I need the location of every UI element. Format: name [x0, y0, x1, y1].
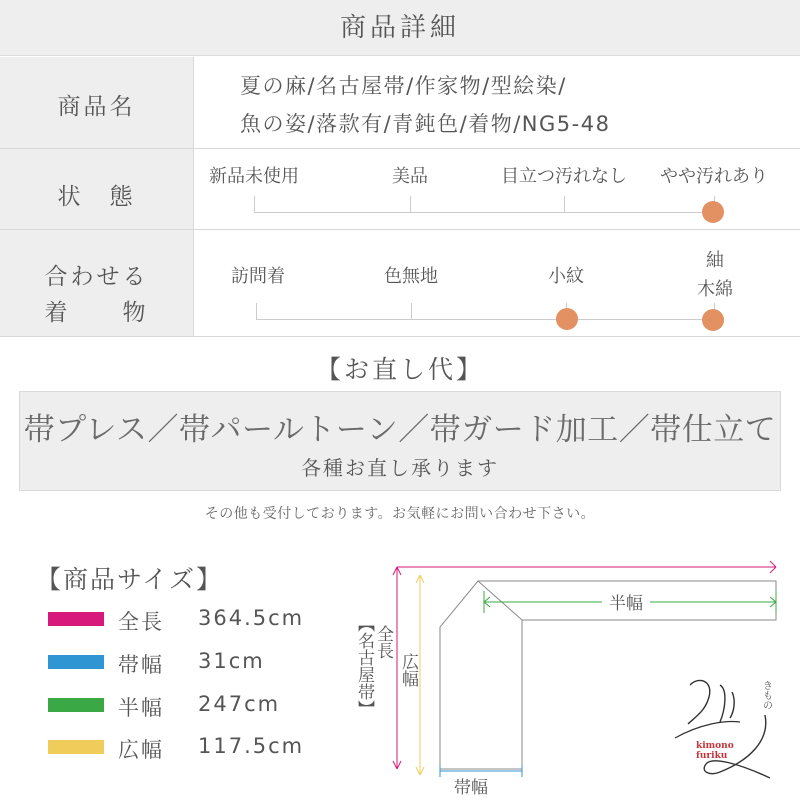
- pairing-label-line2: 着 物: [44, 300, 149, 326]
- half-width-label: 半幅: [609, 594, 643, 614]
- size-value-half-width: 247cm: [198, 692, 281, 716]
- full-length-swatch: [48, 612, 104, 626]
- repair-section-title: 【お直し代】: [315, 355, 484, 384]
- logo-text-line2: furiku: [696, 751, 728, 761]
- repair-note: その他も受付しております。お気軽にお問い合わせ下さい。: [204, 506, 596, 522]
- size-name-obi-width: 帯幅: [118, 653, 164, 677]
- logo-script-stroke: [688, 680, 710, 724]
- product-name-line2: 魚の姿/落款有/青鈍色/着物/NG5-48: [240, 112, 611, 136]
- product-name-label: 商品名: [57, 94, 136, 120]
- condition-option-new: 新品未使用: [209, 166, 299, 187]
- repair-services: 帯プレス／帯パールトーン／帯ガード加工／帯仕立て: [23, 412, 777, 448]
- condition-scale-track: [254, 212, 714, 213]
- page-title: 商品詳細: [339, 13, 460, 43]
- product-name-line1: 夏の麻/名古屋帯/作家物/型絵染/: [240, 74, 567, 98]
- size-value-wide-width: 117.5cm: [198, 734, 305, 758]
- size-value-full-length: 364.5cm: [198, 606, 305, 630]
- scale-tick: [254, 196, 255, 212]
- pairing-option-momen: 木綿: [697, 279, 733, 300]
- pairing-option-komon: 小紋: [548, 266, 584, 287]
- obi-width-label: 帯幅: [454, 778, 488, 798]
- pairing-selected-marker-komon: [556, 308, 578, 330]
- row-divider: [0, 229, 800, 230]
- scale-tick: [410, 196, 411, 212]
- pairing-selected-marker-tsumugi: [702, 309, 724, 331]
- obi-width-swatch: [48, 655, 104, 669]
- row-divider: [0, 336, 800, 337]
- full-length-label: 全長: [373, 625, 393, 659]
- wide-width-label: 広幅: [398, 653, 418, 687]
- wide-width-swatch: [48, 740, 104, 754]
- kimono-furiku-logo: [670, 660, 790, 785]
- obi-type-label: 【名古屋帯】: [354, 615, 374, 717]
- repair-subtext: 各種お直し承ります: [301, 456, 499, 480]
- pairing-label-line1: 合わせる: [44, 264, 149, 290]
- scale-tick: [564, 196, 565, 212]
- pairing-option-tsumugi: 紬: [706, 250, 724, 271]
- table-divider: [193, 57, 194, 336]
- condition-label: 状 態: [57, 184, 136, 210]
- scale-tick: [411, 303, 412, 319]
- logo-kana: きもの: [760, 680, 772, 710]
- size-name-full-length: 全長: [118, 610, 164, 634]
- condition-option-no-stain: 目立つ汚れなし: [501, 166, 627, 187]
- row-divider: [0, 148, 800, 149]
- condition-option-good: 美品: [392, 166, 428, 187]
- size-value-obi-width: 31cm: [198, 649, 265, 673]
- pairing-scale-track: [256, 319, 714, 320]
- logo-text-line1: kimono: [696, 741, 734, 751]
- half-width-swatch: [48, 698, 104, 712]
- size-name-wide-width: 広幅: [118, 738, 164, 762]
- size-section-title: 【商品サイズ】: [36, 565, 224, 594]
- scale-tick: [256, 303, 257, 319]
- pairing-option-homongi: 訪問着: [231, 266, 285, 287]
- condition-selected-marker: [702, 201, 724, 223]
- obi-fold-line: [478, 581, 522, 620]
- size-name-half-width: 半幅: [118, 696, 164, 720]
- condition-option-slight-stain: やや汚れあり: [660, 166, 768, 187]
- pairing-option-iromuji: 色無地: [384, 266, 438, 287]
